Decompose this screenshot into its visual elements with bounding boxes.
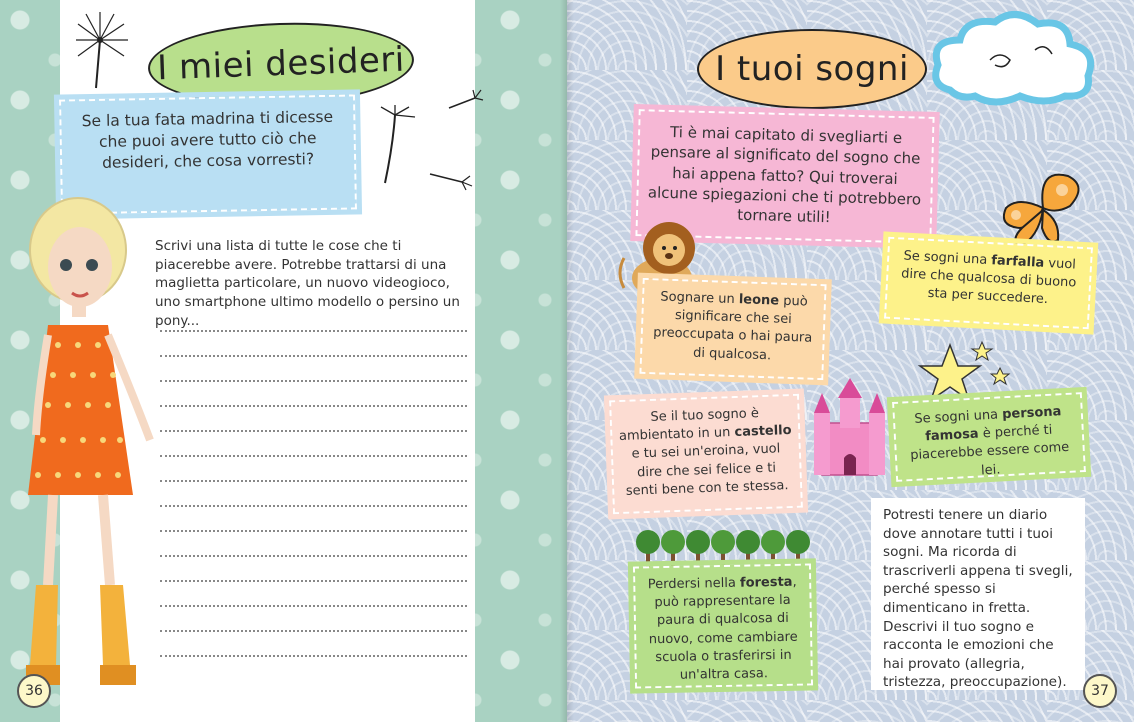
dream-note-leone [639,278,826,380]
note-text-post: e tu sei un'eroina, vuol dire che sei felice e ti senti bene con te stessa. [625,441,789,499]
left-page-title: I miei desideri [147,18,416,109]
dream-diary-note: Potresti tenere un diario dove annotare tutti i tuoi sogni. Ma ricorda di trascriverli appena ti svegli, perché spesso si dimenticano in fretta. Descrivi il tuo sogno e racconta le emozioni che hai provato (allegria, tristezza, preoccupazione). [871,498,1085,690]
dandelion-seed-icon [375,105,425,185]
page-number-right: 37 [1083,674,1117,708]
note-text-post: , può rappresentare la paura di qualcosa di nuovo, come cambiare scuola o trasferirsi in un'altra casa. [648,574,798,683]
writing-line [160,555,467,557]
dandelion-seed-icon [445,88,485,118]
note-keyword: persona famosa [924,404,1062,445]
castle-icon [812,378,887,478]
writing-line [160,330,467,332]
dream-note-farfalla [884,237,1093,330]
note-keyword: farfalla [990,253,1045,271]
note-text-post: vuol dire che qualcosa di buono sta per succedere. [900,255,1077,308]
writing-line [160,505,467,507]
butterfly-icon [998,168,1088,253]
writing-line [160,580,467,582]
note-text-post: può significare che sei preoccupata o hai paura di qualcosa. [653,293,813,363]
writing-line [160,355,467,357]
writing-line [160,455,467,457]
book-spine [560,0,574,722]
writing-line [160,530,467,532]
writing-line [160,380,467,382]
writing-line [160,430,467,432]
note-keyword: leone [738,292,780,309]
right-page-title: I tuoi sogni [697,29,927,109]
writing-line [160,630,467,632]
note-text-pre: Perdersi nella [647,575,741,593]
note-text-pre: Se sogni una [914,407,1003,427]
dream-note-foresta [633,563,813,688]
writing-line [160,405,467,407]
dandelion-seed-icon [428,168,473,193]
star-icon [915,340,1015,405]
cloud-icon [930,10,1100,110]
right-intro-box: Ti è mai capitato di svegliarti e pensare al significato del sogno che hai appena fatto? Qui troverai alcune spiegazioni che ti potrebbero tornare utili! [635,109,934,244]
page-number-left: 36 [17,674,51,708]
writing-line [160,605,467,607]
dream-note-castello [609,394,803,515]
note-text-pre: Sognare un [660,289,740,308]
writing-line [160,480,467,482]
writing-line [160,655,467,657]
note-keyword: foresta [739,574,793,591]
note-text-pre: Se il tuo sogno è ambientato in un [618,406,760,445]
note-text-post: è perché ti piacerebbe essere come lei. [909,422,1070,479]
note-text-pre: Se sogni una [903,248,992,269]
note-keyword: castello [734,423,792,441]
girl-illustration [8,195,168,715]
dandelion-icon [68,10,138,90]
dream-note-persona-famosa [892,392,1086,482]
left-body-text: Scrivi una lista di tutte le cose che ti piacerebbe avere. Potrebbe trattarsi di una maglietta particolare, un nuovo videogioco, uno smartphone ultimo modello o persino un pony... [155,238,460,329]
left-intro-box: Se la tua fata madrina ti dicesse che puoi avere tutto ciò che desideri, che cosa vorresti? [59,94,357,214]
